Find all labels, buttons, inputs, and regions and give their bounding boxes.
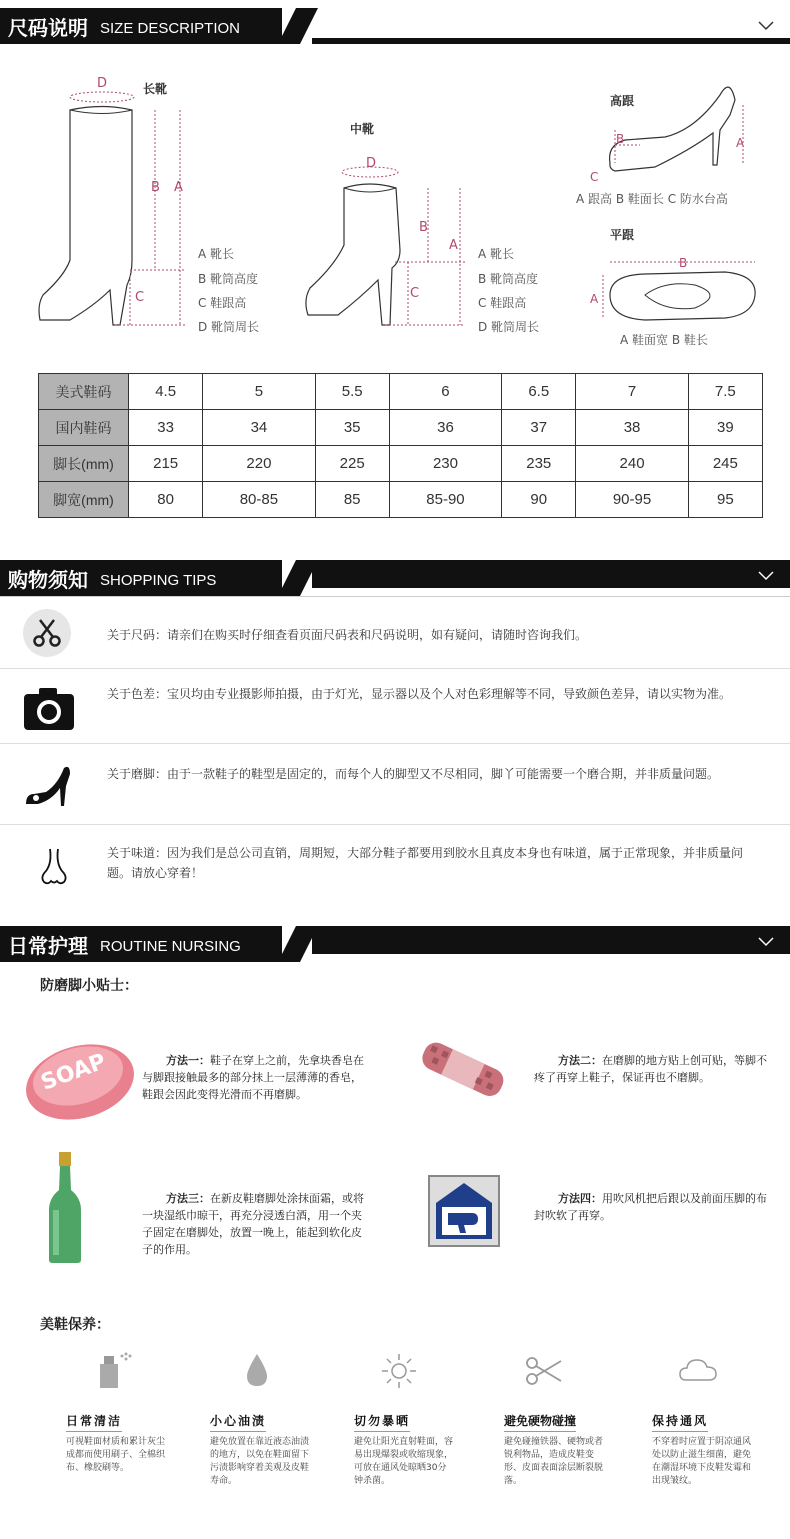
flat-shoe-letter-b: B (679, 256, 688, 270)
camera-icon (22, 686, 76, 732)
chevron-down-icon[interactable] (756, 16, 776, 36)
table-cell: 7.5 (688, 374, 762, 410)
table-cell: 34 (203, 410, 315, 446)
table-row (39, 446, 763, 482)
mid-boot-legend: D 靴筒周长 (478, 320, 540, 334)
bottle-icon (45, 1150, 85, 1265)
row-header: 美式鞋码 (39, 374, 129, 410)
row-header: 国内鞋码 (39, 410, 129, 446)
anti-rub-title: 防磨脚小贴士： (40, 978, 138, 994)
care-item-title: 切勿暴晒 (354, 1412, 410, 1432)
table-cell: 240 (576, 446, 688, 482)
method-1: 方法一：鞋子在穿上之前，先拿块香皂在与脚跟接触最多的部分抹上一层薄薄的香皂，鞋跟会因此变得光滑而不再磨脚。 (142, 1054, 364, 1101)
bandaid-icon (415, 1030, 510, 1110)
tip-item-color (0, 669, 790, 744)
section-title-en: ROUTINE NURSING (100, 938, 241, 955)
table-row (39, 374, 763, 410)
mid-boot-letter-a: A (449, 238, 458, 253)
section-header-nursing (0, 926, 790, 962)
long-boot-legend: C 鞋跟高 (198, 296, 247, 310)
care-item-ventilation (652, 1410, 752, 1488)
table-cell: 225 (315, 446, 389, 482)
table-cell: 5.5 (315, 374, 389, 410)
nose-icon (38, 847, 70, 887)
section-header-tips (0, 560, 790, 596)
long-boot-drawing (35, 75, 205, 340)
size-table (38, 373, 763, 518)
care-title: 美鞋保养： (40, 1317, 110, 1333)
oil-drop-icon (245, 1352, 269, 1388)
table-cell: 215 (129, 446, 203, 482)
long-boot-letter-d: D (97, 76, 108, 91)
tip-item-size (0, 597, 790, 669)
table-cell: 33 (129, 410, 203, 446)
section-header-size (0, 8, 790, 44)
method-3: 方法三：在新皮鞋磨脚处涂抹面霜，或将一块湿纸巾晾干，再充分浸透白酒，用一个夹子固定在磨脚处，放置一晚上，能起到软化皮子的作用。 (142, 1192, 364, 1256)
table-cell: 235 (502, 446, 576, 482)
tip-item-smell (0, 825, 790, 915)
table-cell: 6 (389, 374, 501, 410)
method-2: 方法二：在磨脚的地方贴上创可贴，等脚不疼了再穿上鞋子，保证再也不磨脚。 (534, 1054, 767, 1084)
mid-boot-legend: A 靴长 (478, 247, 515, 261)
flat-shoe-drawing (585, 250, 765, 330)
table-cell: 80-85 (203, 482, 315, 518)
table-cell: 4.5 (129, 374, 203, 410)
care-item-cleaning (66, 1410, 166, 1475)
high-heel-title: 高跟 (610, 94, 635, 108)
table-cell: 7 (576, 374, 688, 410)
high-heel-drawing (595, 75, 765, 185)
high-heel-legend: A 跟高 B 鞋面长 C 防水台高 (576, 192, 728, 206)
table-cell: 90-95 (576, 482, 688, 518)
table-cell: 230 (389, 446, 501, 482)
table-cell: 36 (389, 410, 501, 446)
long-boot-title: 长靴 (143, 82, 168, 96)
tip-text: 关于尺码：请亲们在购买时仔细查看页面尺码表和尺码说明，如有疑问，请随时咨询我们。 (107, 628, 588, 642)
table-cell: 85 (315, 482, 389, 518)
section-title-en: SIZE DESCRIPTION (100, 20, 241, 37)
hair-dryer-icon (428, 1175, 500, 1247)
table-cell: 38 (576, 410, 688, 446)
mid-boot-title: 中靴 (350, 122, 375, 136)
long-boot-letter-a: A (174, 180, 183, 195)
table-cell: 35 (315, 410, 389, 446)
table-cell: 220 (203, 446, 315, 482)
care-item-title: 保持通风 (652, 1412, 708, 1432)
section-title-en: SHOPPING TIPS (100, 572, 217, 589)
row-header: 脚长(mm) (39, 446, 129, 482)
high-heel-letter-c: C (590, 170, 599, 184)
care-item-text: 可视鞋面材质和累计灰尘成都而使用刷子、全棉织布、橡胶刷等。 (66, 1437, 166, 1473)
mid-boot-letter-c: C (410, 286, 420, 301)
care-item-title: 避免硬物碰撞 (504, 1412, 576, 1432)
mid-boot-letter-d: D (366, 156, 377, 171)
care-item-oil (210, 1410, 310, 1488)
table-cell: 39 (688, 410, 762, 446)
care-item-text: 不穿着时应置于阴凉通风处以防止滋生细菌，避免在潮湿环境下皮鞋发霉和出现皱纹。 (652, 1437, 752, 1486)
long-boot-legend: A 靴长 (198, 247, 235, 261)
high-heel-letter-a: A (736, 136, 745, 150)
tip-item-rubbing (0, 744, 790, 825)
mid-boot-letter-b: B (419, 220, 428, 235)
table-cell: 80 (129, 482, 203, 518)
scissors-icon (525, 1355, 563, 1387)
table-cell: 95 (688, 482, 762, 518)
spray-icon (96, 1350, 132, 1390)
table-cell: 5 (203, 374, 315, 410)
table-cell: 37 (502, 410, 576, 446)
cloud-icon (678, 1356, 718, 1384)
sun-icon (380, 1352, 418, 1390)
care-item-collision (504, 1410, 604, 1488)
care-item-title: 小心油渍 (210, 1412, 266, 1432)
care-item-sun (354, 1410, 454, 1488)
mid-boot-legend: B 靴筒高度 (478, 272, 539, 286)
table-cell: 90 (502, 482, 576, 518)
care-item-title: 日常清洁 (66, 1412, 122, 1432)
section-title-cn: 尺码说明 (8, 16, 88, 40)
tip-text: 关于味道：因为我们是总公司直销，周期短，大部分鞋子都要用到胶水且真皮本身也有味道，属于正常现象，并非质量问题。请放心穿着！ (107, 846, 744, 880)
tip-text: 关于磨脚：由于一款鞋子的鞋型是固定的，而每个人的脚型又不尽相同，脚丫可能需要一个磨合期，并非质量问题。 (107, 767, 720, 781)
section-title-cn: 购物须知 (8, 568, 88, 592)
long-boot-legend: B 靴筒高度 (198, 272, 259, 286)
care-item-text: 避免放置在靠近液态油渍的地方，以免在鞋面留下污渍影响穿着美观及皮鞋寿命。 (210, 1437, 310, 1486)
long-boot-legend: D 靴筒周长 (198, 320, 260, 334)
tip-text: 关于色差：宝贝均由专业摄影师拍摄，由于灯光，显示器以及个人对色彩理解等不同，导致颜色差异，请以实物为准。 (107, 687, 732, 701)
high-heel-letter-b: B (616, 132, 625, 146)
chevron-down-icon[interactable] (756, 932, 776, 952)
table-row (39, 410, 763, 446)
table-cell: 85-90 (389, 482, 501, 518)
scissors-icon (22, 608, 72, 658)
care-item-text: 避免让阳光直射鞋面，容易出现爆裂或收缩现象，可放在通风处晾晒30分钟杀菌。 (354, 1437, 454, 1486)
section-title-cn: 日常护理 (8, 934, 88, 958)
mid-boot-drawing (300, 150, 470, 340)
flat-shoe-title: 平跟 (610, 228, 635, 242)
high-heel-icon (24, 764, 72, 808)
soap-label: SOAP (37, 1049, 110, 1096)
long-boot-letter-b: B (151, 180, 160, 195)
row-header: 脚宽(mm) (39, 482, 129, 518)
table-cell: 245 (688, 446, 762, 482)
chevron-down-icon[interactable] (756, 566, 776, 586)
flat-shoe-legend: A 鞋面宽 B 鞋长 (620, 333, 708, 347)
care-item-text: 避免碰撞铁器、硬物或者锐利物品，造成皮鞋变形、皮面表面涂层断裂脱落。 (504, 1437, 604, 1486)
mid-boot-legend: C 鞋跟高 (478, 296, 527, 310)
flat-shoe-letter-a: A (590, 292, 599, 306)
long-boot-letter-c: C (135, 290, 145, 305)
method-4: 方法四：用吹风机把后跟以及前面压脚的布封吹软了再穿。 (534, 1192, 767, 1222)
table-cell: 6.5 (502, 374, 576, 410)
table-row (39, 482, 763, 518)
